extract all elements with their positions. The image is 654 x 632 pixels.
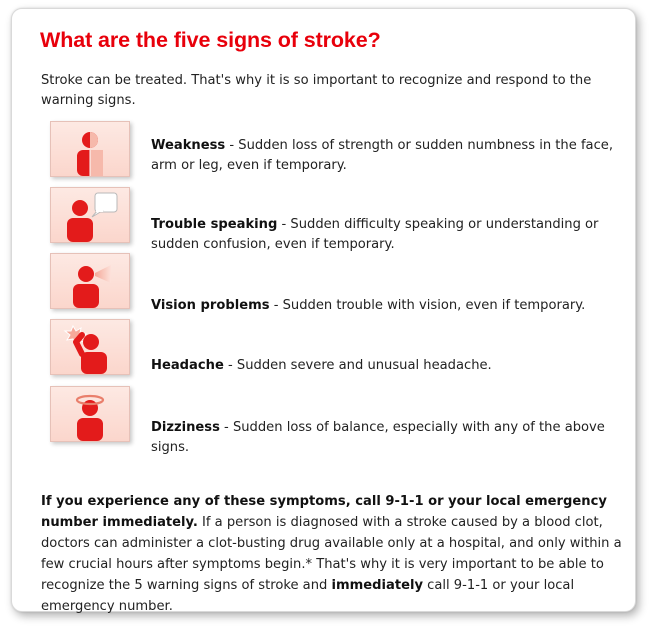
vision-icon: [50, 253, 130, 309]
stroke-signs-card: [11, 8, 636, 612]
emergency-emphasis: immediately: [331, 578, 423, 593]
sign-speaking-text: [151, 215, 621, 255]
emergency-paragraph: [41, 491, 631, 617]
dizziness-icon: [50, 386, 130, 442]
sign-dizziness-image: [50, 386, 130, 442]
emergency-text-2: call 9-1-1 or your local emergency number.: [41, 578, 575, 614]
sign-vision-image: [50, 253, 130, 309]
sign-vision-name: Vision problems: [151, 298, 270, 313]
speech-bubble-icon: [50, 187, 130, 243]
sign-dizziness-text: [151, 418, 621, 458]
sign-speaking-name: Trouble speaking: [151, 217, 278, 232]
sign-weakness-name: Weakness: [151, 138, 226, 153]
sign-headache-image: [50, 319, 130, 375]
sign-headache-text: [151, 356, 621, 376]
headache-icon: [50, 319, 130, 375]
sign-vision-description: - Sudden trouble with vision, even if temporary.: [269, 298, 586, 313]
page-title: What are the five signs of stroke?: [40, 28, 381, 52]
sign-weakness-image: [50, 121, 130, 177]
sign-weakness-description: - Sudden loss of strength or sudden numbness in the face, arm or leg, even if temporary.: [151, 138, 613, 173]
emergency-text-1: If a person is diagnosed with a stroke caused by a blood clot, doctors can administer a clot-busting drug available only at a hospital, and only within a few crucial hours after symptoms begin.* That's why it is very important to be able to recognize the 5 warning signs of stroke and: [41, 515, 622, 593]
intro-paragraph: Stroke can be treated. That's why it is so important to recognize and respond to the warning signs.: [41, 73, 592, 108]
sign-headache-description: - Sudden severe and unusual headache.: [223, 358, 492, 373]
sign-dizziness-name: Dizziness: [151, 420, 220, 435]
sign-weakness-text: [151, 136, 621, 176]
sign-dizziness-description: - Sudden loss of balance, especially with any of the above signs.: [151, 420, 605, 455]
sign-speaking-description: - Sudden difficulty speaking or understanding or sudden confusion, even if temporary.: [151, 217, 599, 252]
sign-vision-text: [151, 296, 621, 316]
weakness-icon: [50, 121, 130, 177]
sign-headache-name: Headache: [151, 358, 224, 373]
emergency-call-lead: If you experience any of these symptoms, call 9-1-1 or your local emergency number immediately.: [41, 494, 607, 530]
sign-speaking-image: [50, 187, 130, 243]
